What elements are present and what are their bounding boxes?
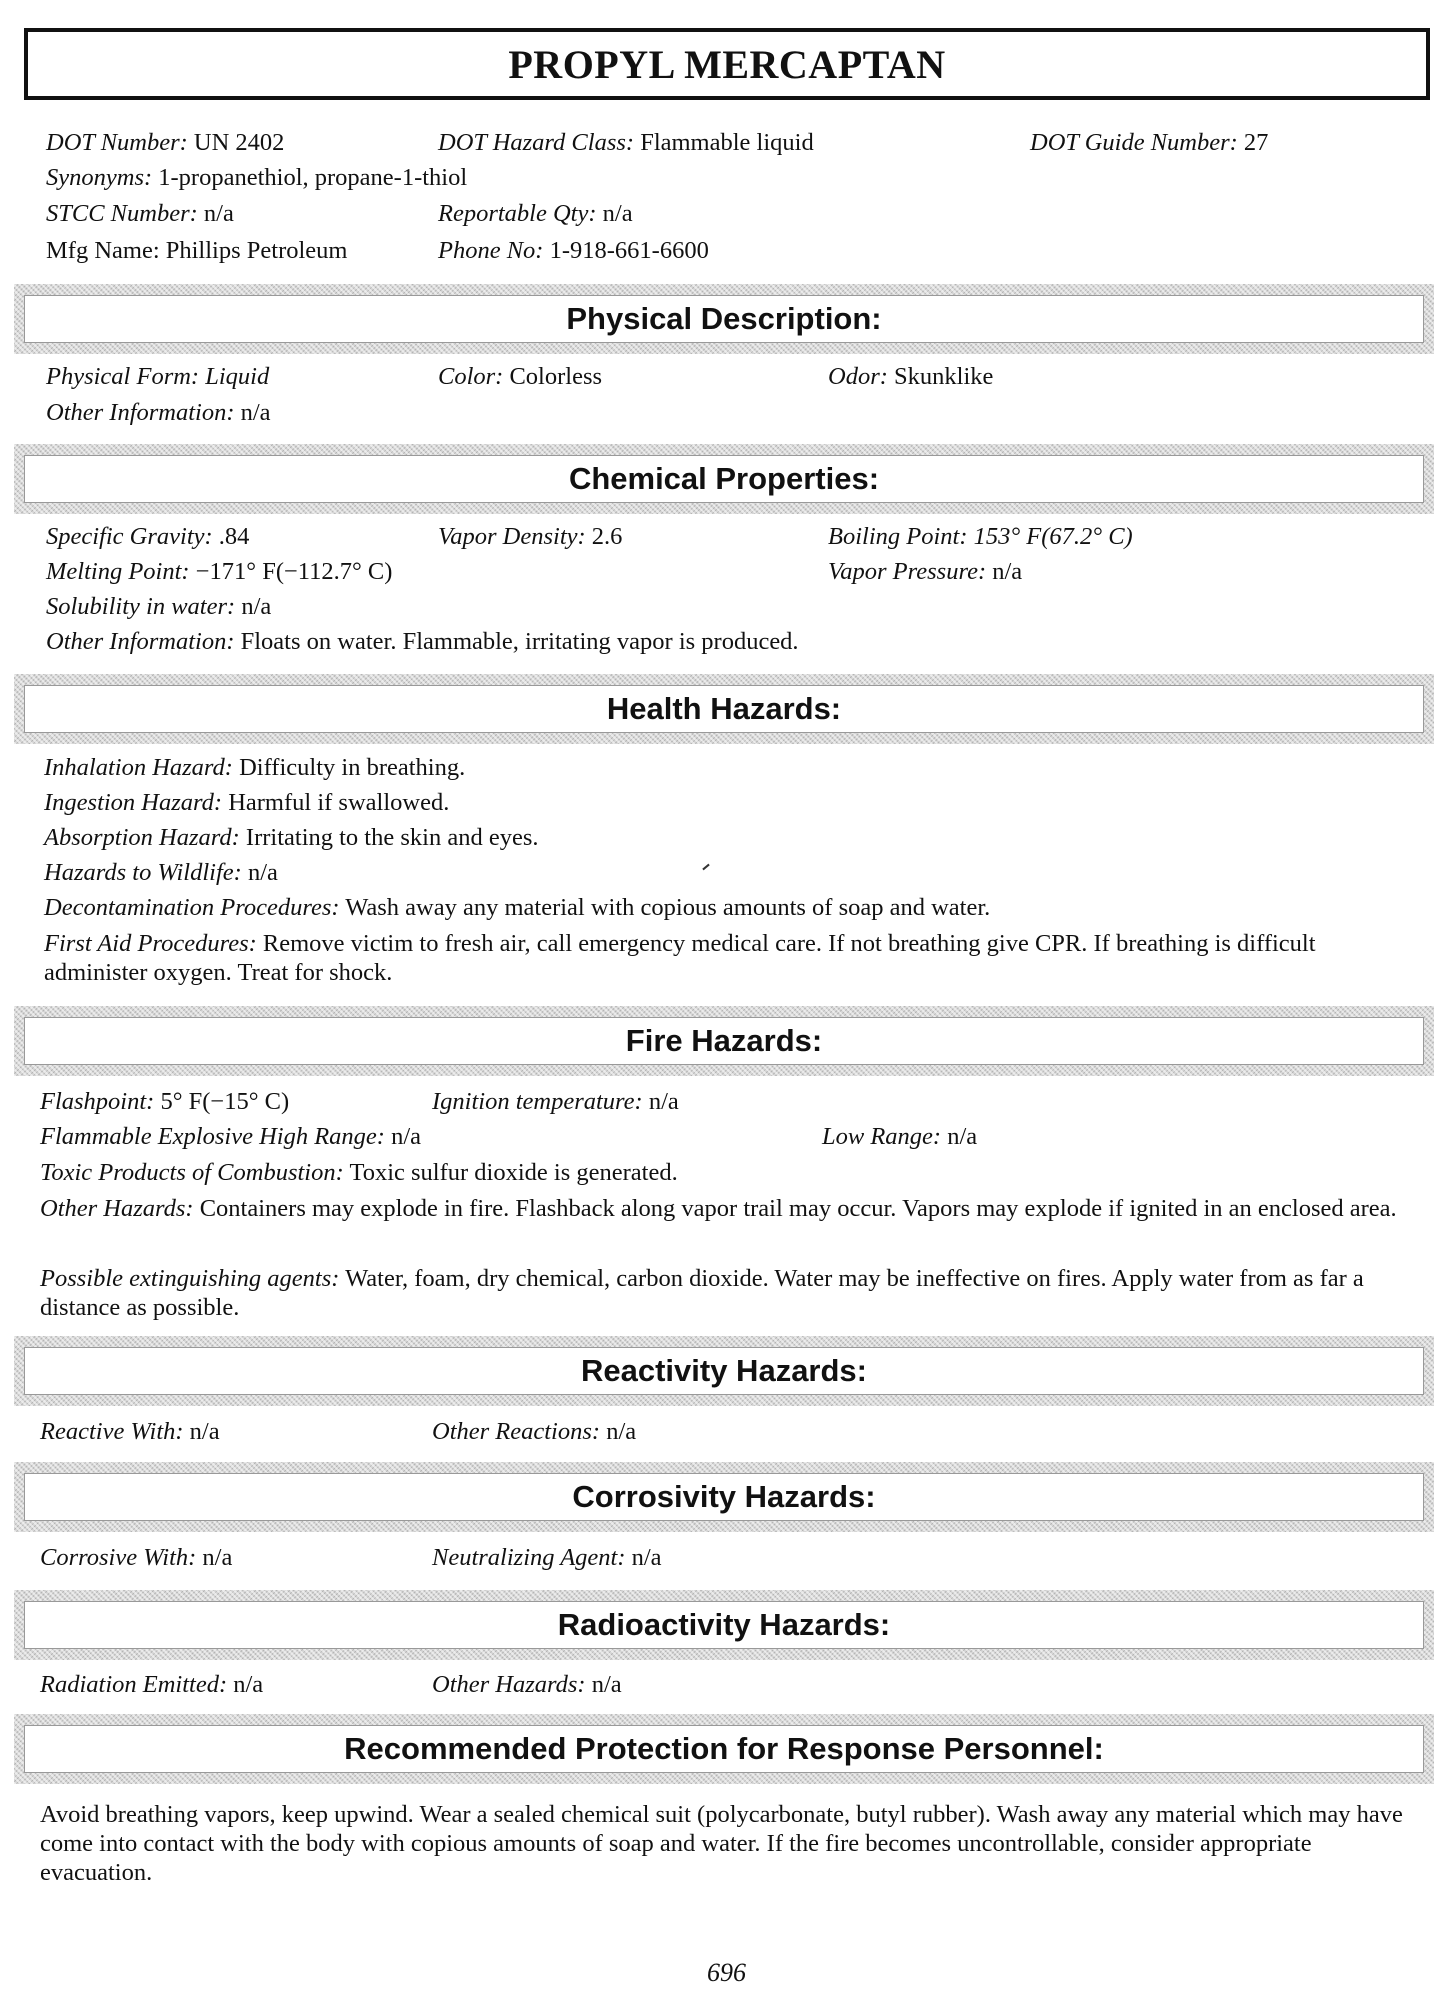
boiling-point-label: Boiling Point: <box>828 523 968 550</box>
ignition-row <box>432 1087 679 1117</box>
vapor-density-value: 2.6 <box>591 523 623 550</box>
section-heading: Chemical Properties: <box>24 455 1424 503</box>
flashpoint-value: 5° F(−15° C) <box>160 1088 290 1115</box>
mfg-value: Phillips Petroleum <box>165 237 348 264</box>
chemical-other-row <box>46 627 799 657</box>
absorption-value: Irritating to the skin and eyes. <box>245 824 539 851</box>
high-range-value: n/a <box>391 1123 422 1150</box>
section-radioactivity-hazards <box>14 1590 1434 1660</box>
protection-paragraph: Avoid breathing vapors, keep upwind. Wear a sealed chemical suit (polycarbonate, butyl rubber). Wash away any material which may have come into contact with the body with copious amounts of soap and water. If the fire becomes uncontrollable, consider appropriate evacuation. <box>40 1801 1403 1886</box>
flashpoint-row <box>40 1087 289 1117</box>
section-physical-description <box>14 284 1434 354</box>
synonyms-value: 1-propanethiol, propane-1-thiol <box>158 164 468 191</box>
hazard-class-row <box>438 128 814 158</box>
section-health-hazards <box>14 674 1434 744</box>
ingestion-label: Ingestion Hazard: <box>44 789 223 816</box>
extinguishing-agents-label: Possible extinguishing agents: <box>40 1265 340 1292</box>
ingestion-value: Harmful if swallowed. <box>228 789 450 816</box>
inhalation-row <box>44 753 465 783</box>
section-heading: Reactivity Hazards: <box>24 1347 1424 1395</box>
wildlife-label: Hazards to Wildlife: <box>44 859 242 886</box>
color-label: Color: <box>438 363 504 390</box>
decontamination-label: Decontamination Procedures: <box>44 894 340 921</box>
document-title: PROPYL MERCAPTAN <box>24 28 1430 100</box>
stcc-label: STCC Number: <box>46 200 198 227</box>
other-hazards-value: Containers may explode in fire. Flashback along vapor trail may occur. Vapors may explode if ignited in an enclosed area. <box>199 1195 1397 1222</box>
physical-form-value: Liquid <box>205 363 270 390</box>
mfg-row <box>46 236 347 266</box>
vapor-pressure-row <box>828 557 1022 587</box>
physical-other-row <box>46 398 271 428</box>
reportable-qty-label: Reportable Qty: <box>438 200 597 227</box>
physical-form-label: Physical Form: <box>46 363 200 390</box>
section-reactivity-hazards <box>14 1336 1434 1406</box>
radio-other-hazards-value: n/a <box>591 1671 622 1698</box>
dot-number-row <box>46 128 284 158</box>
solubility-label: Solubility in water: <box>46 593 236 620</box>
decontamination-value: Wash away any material with copious amounts of soap and water. <box>345 894 991 921</box>
reportable-qty-row <box>438 199 633 229</box>
section-heading: Fire Hazards: <box>24 1017 1424 1065</box>
other-hazards-row <box>40 1194 1414 1223</box>
first-aid-row <box>44 929 1414 987</box>
section-fire-hazards <box>14 1006 1434 1076</box>
neutralizing-agent-label: Neutralizing Agent: <box>432 1544 626 1571</box>
radiation-emitted-value: n/a <box>233 1671 264 1698</box>
section-heading: Physical Description: <box>24 295 1424 343</box>
section-recommended-protection <box>14 1714 1434 1784</box>
neutralizing-agent-row <box>432 1543 662 1573</box>
neutralizing-agent-value: n/a <box>631 1544 662 1571</box>
odor-row <box>828 362 993 392</box>
physical-form-row <box>46 362 269 392</box>
vapor-density-row <box>438 522 622 552</box>
toxic-products-label: Toxic Products of Combustion: <box>40 1159 344 1186</box>
synonyms-row <box>46 163 467 193</box>
phone-row <box>438 236 709 266</box>
ignition-value: n/a <box>648 1088 679 1115</box>
high-range-label: Flammable Explosive High Range: <box>40 1123 385 1150</box>
guide-number-row <box>1030 128 1268 158</box>
melting-point-value: −171° F(−112.7° C) <box>195 558 393 585</box>
stcc-row <box>46 199 234 229</box>
radiation-emitted-label: Radiation Emitted: <box>40 1671 228 1698</box>
physical-other-value: n/a <box>240 399 271 426</box>
ingestion-row <box>44 788 449 818</box>
toxic-products-value: Toxic sulfur dioxide is generated. <box>349 1159 678 1186</box>
color-row <box>438 362 602 392</box>
section-heading: Corrosivity Hazards: <box>24 1473 1424 1521</box>
flashpoint-label: Flashpoint: <box>40 1088 155 1115</box>
dot-number-value: UN 2402 <box>193 129 285 156</box>
inhalation-value: Difficulty in breathing. <box>239 754 466 781</box>
boiling-point-row <box>828 522 1133 552</box>
low-range-value: n/a <box>947 1123 978 1150</box>
stcc-value: n/a <box>203 200 234 227</box>
guide-number-label: DOT Guide Number: <box>1030 129 1238 156</box>
hazard-class-label: DOT Hazard Class: <box>438 129 635 156</box>
decontamination-row <box>44 893 990 923</box>
color-value: Colorless <box>509 363 603 390</box>
odor-value: Skunklike <box>894 363 994 390</box>
vapor-density-label: Vapor Density: <box>438 523 586 550</box>
other-reactions-row <box>432 1417 636 1447</box>
first-aid-label: First Aid Procedures: <box>44 930 257 957</box>
extinguishing-agents-value: Water, foam, dry chemical, carbon dioxide. Water may be ineffective on fires. Apply water from as far a distance as possible. <box>40 1265 1364 1321</box>
ignition-label: Ignition temperature: <box>432 1088 643 1115</box>
phone-label: Phone No: <box>438 237 544 264</box>
radio-other-hazards-row <box>432 1670 622 1700</box>
low-range-row <box>822 1122 977 1152</box>
melting-point-label: Melting Point: <box>46 558 190 585</box>
absorption-label: Absorption Hazard: <box>44 824 240 851</box>
phone-value: 1-918-661-6600 <box>549 237 709 264</box>
absorption-row <box>44 823 539 853</box>
low-range-label: Low Range: <box>822 1123 942 1150</box>
reactive-with-value: n/a <box>189 1418 220 1445</box>
wildlife-value: n/a <box>247 859 278 886</box>
specific-gravity-value: .84 <box>218 523 250 550</box>
high-range-row <box>40 1122 421 1152</box>
section-corrosivity-hazards <box>14 1462 1434 1532</box>
section-heading: Recommended Protection for Response Personnel: <box>24 1725 1424 1773</box>
solubility-row <box>46 592 271 622</box>
reactive-with-row <box>40 1417 220 1447</box>
corrosive-with-label: Corrosive With: <box>40 1544 197 1571</box>
chemical-other-label: Other Information: <box>46 628 235 655</box>
wildlife-row <box>44 858 278 888</box>
corrosive-with-value: n/a <box>202 1544 233 1571</box>
first-aid-value: Remove victim to fresh air, call emergency medical care. If not breathing give CPR. If breathing is difficult administer oxygen. Treat for shock. <box>44 930 1316 986</box>
physical-other-label: Other Information: <box>46 399 235 426</box>
corrosive-with-row <box>40 1543 232 1573</box>
section-chemical-properties <box>14 444 1434 514</box>
reactive-with-label: Reactive With: <box>40 1418 184 1445</box>
extinguishing-agents-row <box>40 1264 1414 1322</box>
vapor-pressure-value: n/a <box>992 558 1023 585</box>
hazard-class-value: Flammable liquid <box>640 129 814 156</box>
section-heading: Health Hazards: <box>24 685 1424 733</box>
toxic-products-row <box>40 1158 678 1188</box>
boiling-point-value: 153° F(67.2° C) <box>973 523 1133 550</box>
vapor-pressure-label: Vapor Pressure: <box>828 558 987 585</box>
solubility-value: n/a <box>241 593 272 620</box>
odor-label: Odor: <box>828 363 888 390</box>
inhalation-label: Inhalation Hazard: <box>44 754 233 781</box>
mfg-label: Mfg Name: <box>46 237 160 264</box>
section-heading: Radioactivity Hazards: <box>24 1601 1424 1649</box>
reportable-qty-value: n/a <box>602 200 633 227</box>
chemical-other-value: Floats on water. Flammable, irritating vapor is produced. <box>240 628 799 655</box>
other-reactions-value: n/a <box>606 1418 637 1445</box>
stray-pen-mark <box>702 864 709 871</box>
radio-other-hazards-label: Other Hazards: <box>432 1671 586 1698</box>
other-reactions-label: Other Reactions: <box>432 1418 601 1445</box>
specific-gravity-label: Specific Gravity: <box>46 523 213 550</box>
dot-number-label: DOT Number: <box>46 129 188 156</box>
synonyms-label: Synonyms: <box>46 164 153 191</box>
other-hazards-label: Other Hazards: <box>40 1195 194 1222</box>
page-number: 696 <box>707 1958 746 1987</box>
melting-point-row <box>46 557 392 587</box>
guide-number-value: 27 <box>1243 129 1269 156</box>
specific-gravity-row <box>46 522 249 552</box>
radiation-emitted-row <box>40 1670 263 1700</box>
